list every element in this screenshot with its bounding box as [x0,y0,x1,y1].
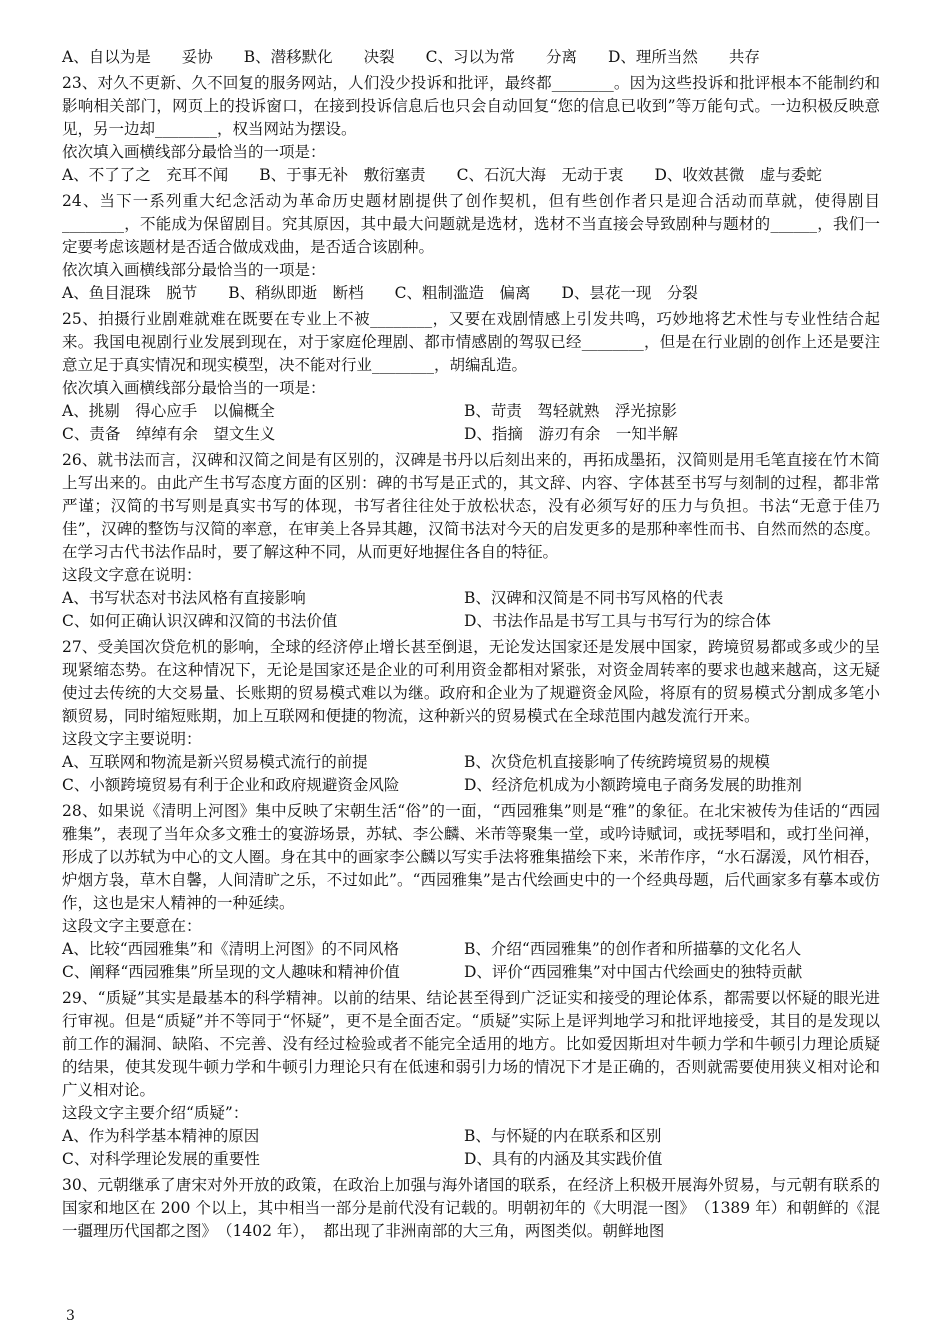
question-28 [62,800,880,984]
question-stem: 28、如果说《清明上河图》集中反映了宋朝生活“俗”的一面，“西园雅集”则是“雅”的象征。在北宋被传为佳话的“西园雅集”，表现了当年众多文雅士的宴游场景，苏轼、李公麟、米芾等聚集一堂，或吟诗赋词，或抚琴唱和，或打坐问禅，形成了以苏轼为中心的文人圈。身在其中的画家李公麟以写实手法将雅集描绘下来，米芾作序，“水石潺湲，风竹相吞，炉烟方袅，草木自馨，人间清旷之乐，不过如此”。“西园雅集”是古代绘画史中的一个经典母题，后代画家多有摹本或仿作，这也是宋人精神的一种延续。 [62,802,880,912]
option-d: D、评价“西园雅集”对中国古代绘画史的独特贡献 [464,963,803,981]
question-prompt: 依次填入画横线部分最恰当的一项是： [62,379,326,397]
option-a: A、比较“西园雅集”和《清明上河图》的不同风格 [62,940,400,958]
question-24 [62,190,880,305]
options-row [62,423,880,446]
question-27 [62,636,880,797]
option-a: A、互联网和物流是新兴贸易模式流行的前提 [62,753,368,771]
option-c: C、阐释“西园雅集”所呈现的文人趣味和精神价值 [62,963,400,981]
question-stem: 24、当下一系列重大纪念活动为革命历史题材剧提供了创作契机，但有些创作者只是迎合活动而草就，使得剧目________，不能成为保留剧目。究其原因，其中最大问题就是选材，选材不当直接会导致剧种与题材的______，我们一定要考虑该题材是否适合做成戏曲，是否适合该剧种。 [62,192,880,256]
q22-options: A、自以为是 妥协 B、潜移默化 决裂 C、习以为常 分离 D、理所当然 共存 [62,48,760,66]
question-25 [62,308,880,446]
question-prompt: 依次填入画横线部分最恰当的一项是： [62,261,326,279]
option-b: B、介绍“西园雅集”的创作者和所描摹的文化名人 [464,940,802,958]
options-row [62,400,880,423]
option-c: C、责备 绰绰有余 望文生义 [62,425,276,443]
question-options: A、不了了之 充耳不闻 B、于事无补 敷衍塞责 C、石沉大海 无动于衷 D、收效甚微 虚与委蛇 [62,166,822,184]
options-row [62,610,880,633]
options-row [62,961,880,984]
option-b: B、次贷危机直接影响了传统跨境贸易的规模 [464,753,770,771]
option-b: B、苛责 驾轻就熟 浮光掠影 [464,402,677,420]
option-c: C、对科学理论发展的重要性 [62,1150,260,1168]
question-23 [62,72,880,187]
option-d: D、经济危机成为小额跨境电子商务发展的助推剂 [464,776,802,794]
option-a: A、书写状态对书法风格有直接影响 [62,589,306,607]
page-number: 3 [66,1308,75,1324]
question-stem: 23、对久不更新、久不回复的服务网站，人们没少投诉和批评，最终都________。因为这些投诉和批评根本不能制约和影响相关部门，网页上的投诉窗口，在接到投诉信息后也只会自动回复“您的信息已收到”等万能句式。一边积极反映意见，另一边却________，权当网站为摆设。 [62,74,880,138]
option-d: D、指摘 游刃有余 一知半解 [464,425,678,443]
option-c: C、小额跨境贸易有利于企业和政府规避资金风险 [62,776,400,794]
question-options: A、鱼目混珠 脱节 B、稍纵即逝 断档 C、粗制滥造 偏离 D、昙花一现 分裂 [62,284,698,302]
question-29 [62,987,880,1171]
question-26 [62,449,880,633]
option-d: D、具有的内涵及其实践价值 [464,1150,663,1168]
option-a: A、作为科学基本精神的原因 [62,1127,260,1145]
option-d: D、书法作品是书写工具与书写行为的综合体 [464,612,771,630]
question-prompt: 这段文字主要说明： [62,730,202,748]
question-prompt: 依次填入画横线部分最恰当的一项是： [62,143,326,161]
options-row [62,751,880,774]
option-b: B、汉碑和汉简是不同书写风格的代表 [464,589,724,607]
question-stem: 25、拍摄行业剧难就难在既要在专业上不被________，又要在戏剧情感上引发共鸣，巧妙地将艺术性与专业性结合起来。我国电视剧行业发展到现在，对于家庭伦理剧、都市情感剧的驾驭已经________，但是在行业剧的创作上还是要注意立足于真实情况和现实模型，决不能对行业________，胡编乱造。 [62,310,880,374]
question-30 [62,1174,880,1243]
question-prompt: 这段文字主要意在： [62,917,202,935]
options-row [62,587,880,610]
question-stem: 26、就书法而言，汉碑和汉简之间是有区别的，汉碑是书丹以后刻出来的，再拓成墨拓，汉简则是用毛笔直接在竹木简上写出来的。由此产生书写态度方面的区别：碑的书写是正式的，其文辞、内容、字体甚至书写与刻制的过程，都非常严谨；汉简的书写则是真实书写的体现，书写者往往处于放松状态，没有必须写好的压力与负担。书法“无意于佳乃佳”，汉碑的整饬与汉简的率意，在审美上各异其趣，汉简书法对今天的启发更多的是那种率性而书、自然而然的态度。在学习古代书法作品时，要了解这种不同，从而更好地握住各自的特征。 [62,451,880,561]
question-stem: 30、元朝继承了唐宋对外开放的政策，在政治上加强与海外诸国的联系，在经济上积极开展海外贸易，与元朝有联系的国家和地区在 200 个以上，其中相当一部分是前代没有记载的。明朝初年的《大明混一图》 （1389 年）和朝鲜的《混一疆理历代国都之图》 （1402 年）， 都出现了非洲南部的大三角，两图类似。朝鲜地图 [62,1176,880,1240]
options-row [62,774,880,797]
options-row [62,938,880,961]
option-a: A、挑剔 得心应手 以偏概全 [62,402,275,420]
question-stem: 27、受美国次贷危机的影响，全球的经济停止增长甚至倒退，无论发达国家还是发展中国家，跨境贸易都或多或少的呈现紧缩态势。在这种情况下，无论是国家还是企业的可利用资金都相对紧张，对资金周转率的要求也越来越高，这无疑使过去传统的大交易量、长账期的贸易模式难以为继。政府和企业为了规避资金风险，将原有的贸易模式分割成多笔小额贸易，同时缩短账期，加上互联网和便捷的物流，这种新兴的贸易模式在全球范围内越发流行开来。 [62,638,880,725]
option-b: B、与怀疑的内在联系和区别 [464,1127,662,1145]
options-row [62,1148,880,1171]
question-prompt: 这段文字意在说明： [62,566,202,584]
exam-page [62,46,880,1243]
question-prompt: 这段文字主要介绍“质疑”： [62,1104,249,1122]
option-c: C、如何正确认识汉碑和汉简的书法价值 [62,612,338,630]
options-row [62,1125,880,1148]
question-stem: 29、“质疑”其实是最基本的科学精神。以前的结果、结论甚至得到广泛证实和接受的理论体系，都需要以怀疑的眼光进行审视。但是“质疑”并不等同于“怀疑”，更不是全面否定。“质疑”实际上是评判地学习和批评地接受，其目的是发现以前工作的漏洞、缺陷、不完善、没有经过检验或者不能完全适用的地方。比如爱因斯坦对牛顿力学和牛顿引力理论质疑的结果，使其发现牛顿力学和牛顿引力理论只有在低速和弱引力场的情况下才是正确的，否则就需要使用狭义相对论和广义相对论。 [62,989,880,1099]
